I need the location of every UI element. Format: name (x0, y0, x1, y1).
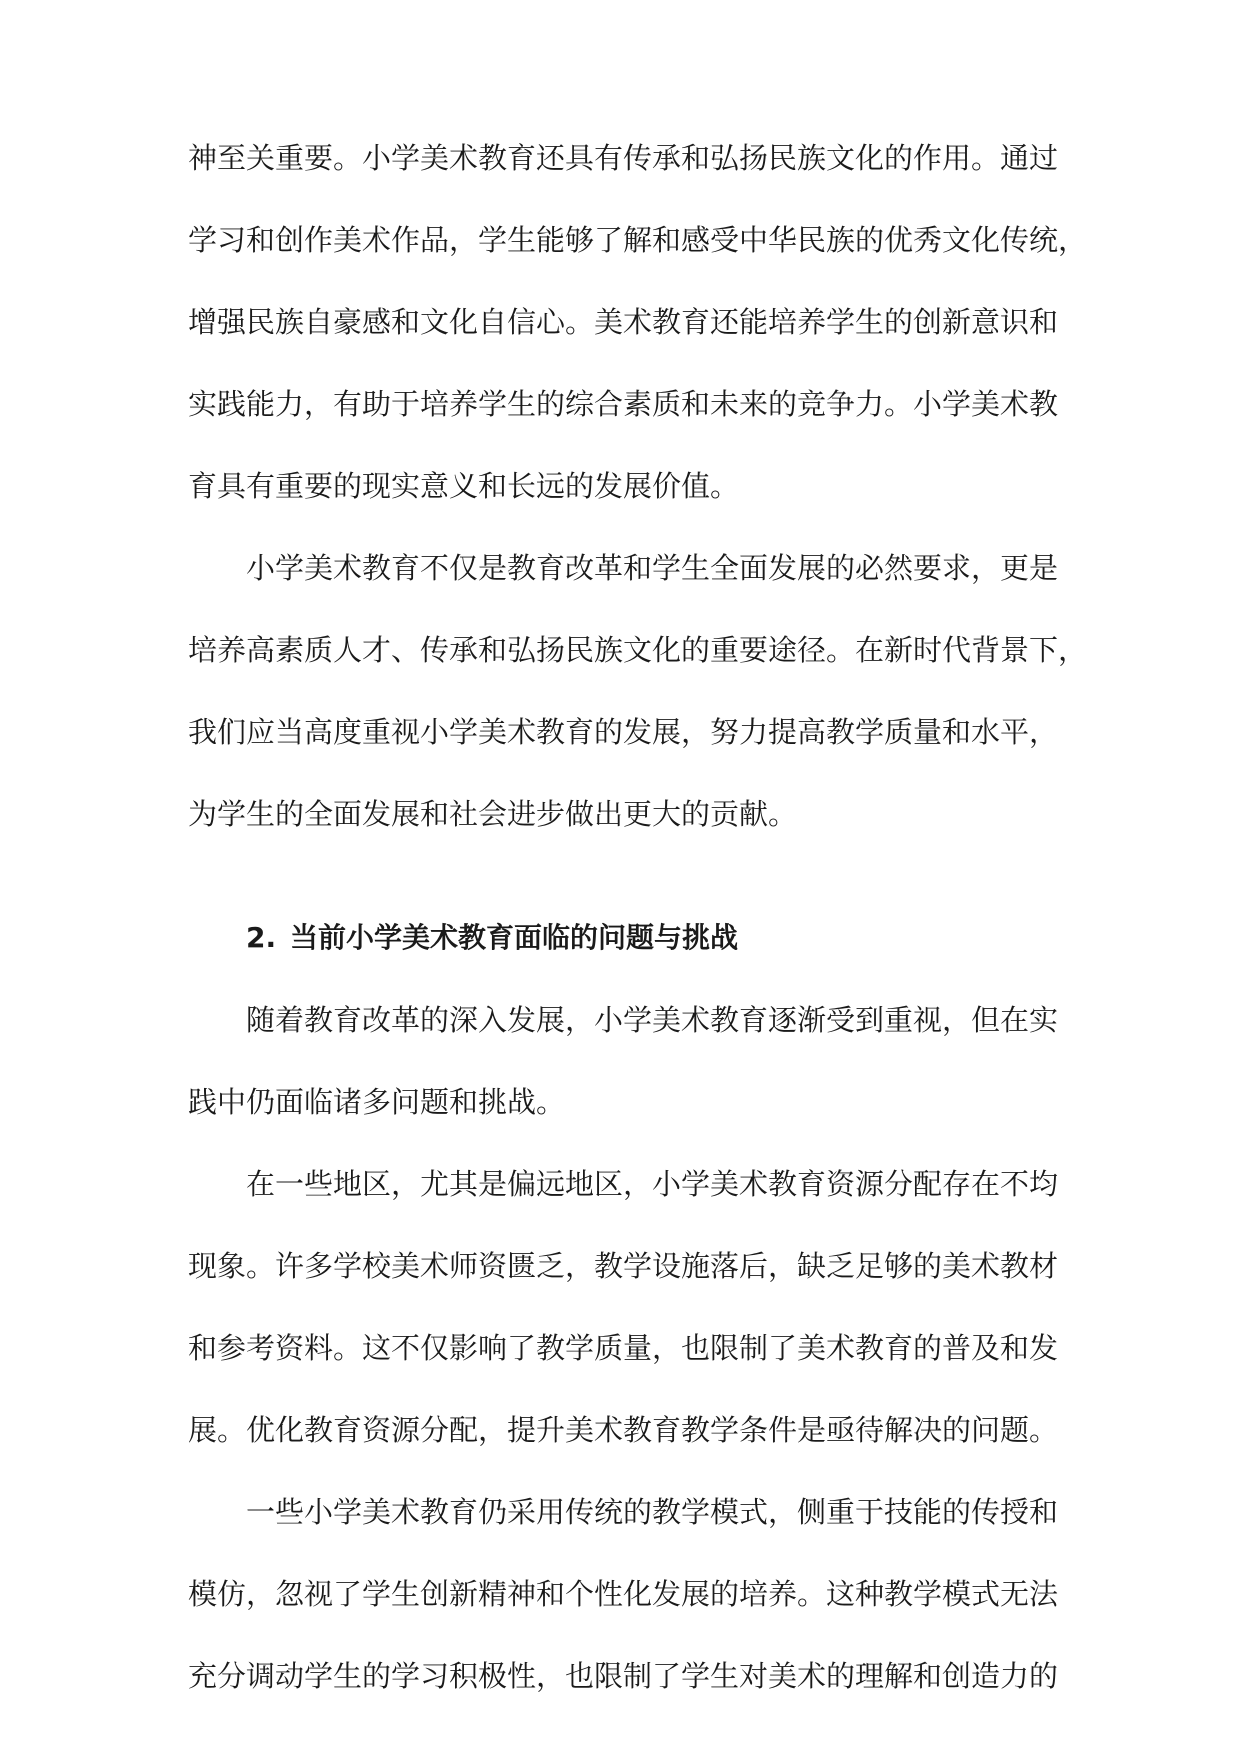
text-line: 和参考资料。这不仅影响了教学质量，也限制了美术教育的普及和发 (188, 1331, 1059, 1365)
section-spacer (188, 880, 1048, 922)
text-line: 小学美术教育不仅是教育改革和学生全面发展的必然要求，更是 (246, 551, 1059, 585)
document-body (188, 141, 1088, 1742)
text-line: 为学生的全面发展和社会进步做出更大的贡献。 (188, 797, 798, 831)
section-heading (188, 922, 1048, 1004)
paragraph-5 (188, 1495, 1059, 1742)
text-line: 践中仍面临诸多问题和挑战。 (188, 1085, 566, 1119)
text-line: 随着教育改革的深入发展，小学美术教育逐渐受到重视，但在实 (246, 1003, 1059, 1037)
section-number: 2. (246, 921, 277, 954)
text-line: 增强民族自豪感和文化自信心。美术教育还能培养学生的创新意识和 (188, 305, 1059, 339)
paragraph-1 (188, 141, 1088, 552)
paragraph-2 (188, 551, 1088, 880)
paragraph-3 (188, 1003, 1059, 1168)
text-line: 实践能力，有助于培养学生的综合素质和未来的竞争力。小学美术教 (188, 387, 1059, 421)
text-line: 充分调动学生的学习积极性，也限制了学生对美术的理解和创造力的 (188, 1659, 1059, 1693)
text-line: 神至关重要。小学美术教育还具有传承和弘扬民族文化的作用。通过 (188, 141, 1059, 175)
section-title: 当前小学美术教育面临的问题与挑战 (290, 921, 739, 954)
text-line: 我们应当高度重视小学美术教育的发展，努力提高教学质量和水平， (188, 715, 1059, 749)
text-line: 育具有重要的现实意义和长远的发展价值。 (188, 469, 740, 503)
text-line: 学习和创作美术作品，学生能够了解和感受中华民族的优秀文化传统， (188, 223, 1088, 257)
paragraph-4 (188, 1167, 1059, 1496)
text-line: 培养高素质人才、传承和弘扬民族文化的重要途径。在新时代背景下， (188, 633, 1088, 667)
text-line: 在一些地区，尤其是偏远地区，小学美术教育资源分配存在不均 (246, 1167, 1059, 1201)
text-line: 展。优化教育资源分配，提升美术教育教学条件是亟待解决的问题。 (188, 1413, 1059, 1447)
text-line: 一些小学美术教育仍采用传统的教学模式，侧重于技能的传授和 (246, 1495, 1059, 1529)
text-line: 现象。许多学校美术师资匮乏，教学设施落后，缺乏足够的美术教材 (188, 1249, 1059, 1283)
text-line: 模仿，忽视了学生创新精神和个性化发展的培养。这种教学模式无法 (188, 1577, 1059, 1611)
